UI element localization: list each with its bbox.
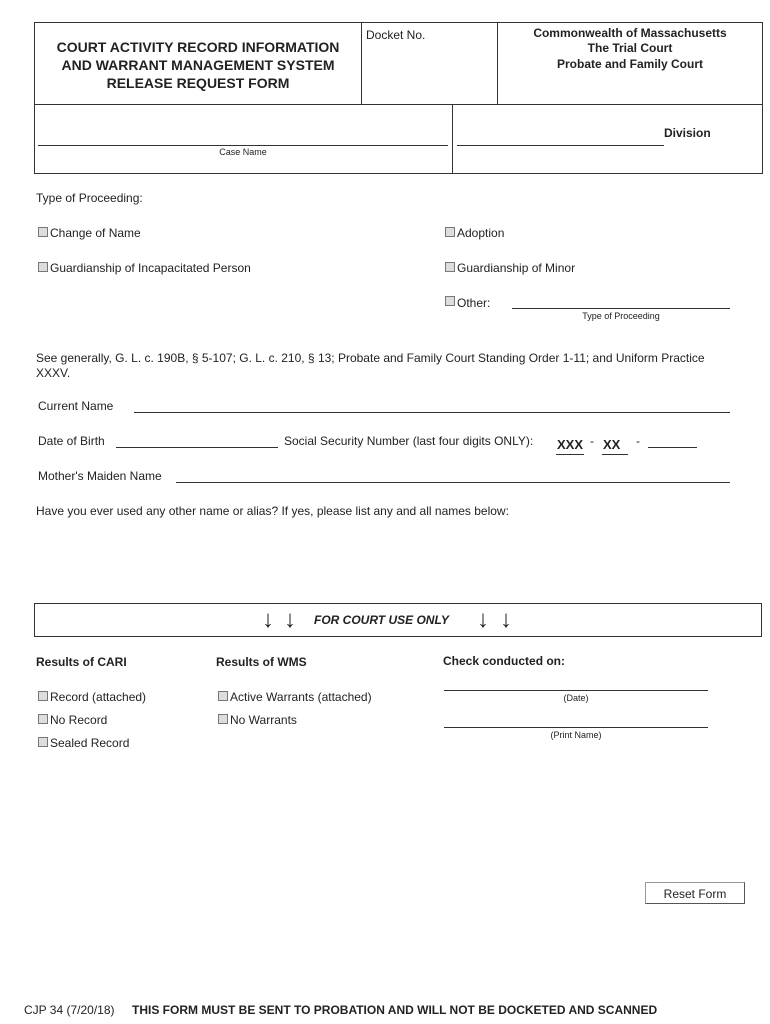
other-proceeding-caption: Type of Proceeding xyxy=(582,311,660,321)
arrow-down-icon: ↓ xyxy=(262,606,274,633)
header-divider-1 xyxy=(361,22,362,105)
header-divider-2 xyxy=(497,22,498,105)
cari-heading: Results of CARI xyxy=(36,655,127,669)
docket-label: Docket No. xyxy=(366,28,426,42)
form-title: COURT ACTIVITY RECORD INFORMATION AND WARRANT MANAGEMENT SYSTEM RELEASE REQUEST FORM xyxy=(56,39,340,91)
other-proceeding-field[interactable] xyxy=(512,308,730,309)
wms-heading: Results of WMS xyxy=(216,655,307,669)
division-field[interactable] xyxy=(457,145,664,146)
check-date-field[interactable] xyxy=(444,690,708,691)
other-label: Other: xyxy=(457,296,491,310)
proceeding-heading: Type of Proceeding: xyxy=(36,191,143,205)
statute-text: See generally, G. L. c. 190B, § 5-107; G. L. c. 210, § 13; Probate and Family Court Standing Order 1-11; and Uniform Practice XXXV. xyxy=(36,351,705,380)
guardianship-incapacitated-label: Guardianship of Incapacitated Person xyxy=(50,261,251,275)
current-name-field[interactable] xyxy=(134,412,730,413)
court-use-title: FOR COURT USE ONLY xyxy=(314,613,449,627)
case-name-caption: Case Name xyxy=(219,147,267,157)
no-warrants-label: No Warrants xyxy=(230,713,297,727)
ssn-last-four-field[interactable] xyxy=(648,447,697,448)
ssn-label: Social Security Number (last four digits ONLY): xyxy=(284,434,534,448)
case-name-field[interactable] xyxy=(38,145,448,146)
no-warrants-checkbox[interactable] xyxy=(218,714,228,724)
arrow-down-icon: ↓ xyxy=(284,606,296,633)
record-attached-checkbox[interactable] xyxy=(38,691,48,701)
case-box-divider xyxy=(452,104,453,174)
ssn-part-1-underline xyxy=(556,454,584,455)
active-warrants-label: Active Warrants (attached) xyxy=(230,690,372,704)
arrow-down-icon: ↓ xyxy=(500,606,512,633)
arrow-down-icon: ↓ xyxy=(477,606,489,633)
date-caption: (Date) xyxy=(563,693,589,703)
guardianship-minor-label: Guardianship of Minor xyxy=(457,261,576,275)
date-of-birth-field[interactable] xyxy=(116,447,278,448)
no-record-label: No Record xyxy=(50,713,108,727)
change-of-name-checkbox[interactable] xyxy=(38,227,48,237)
ssn-part-1: XXX xyxy=(557,437,584,452)
reset-form-button[interactable]: Reset Form xyxy=(645,882,745,904)
division-label: Division xyxy=(664,126,711,140)
mothers-maiden-name-label: Mother's Maiden Name xyxy=(38,469,162,483)
adoption-label: Adoption xyxy=(457,226,505,240)
footer-notice: THIS FORM MUST BE SENT TO PROBATION AND WILL NOT BE DOCKETED AND SCANNED xyxy=(132,1003,658,1017)
guardianship-incapacitated-checkbox[interactable] xyxy=(38,262,48,272)
alias-question: Have you ever used any other name or alias? If yes, please list any and all names below: xyxy=(36,504,509,518)
print-name-caption: (Print Name) xyxy=(550,730,602,740)
court-line-2: The Trial Court xyxy=(587,41,673,55)
ssn-part-2: XX xyxy=(603,437,621,452)
mothers-maiden-name-field[interactable] xyxy=(176,482,730,483)
guardianship-minor-checkbox[interactable] xyxy=(445,262,455,272)
ssn-dash-1: - xyxy=(590,434,594,448)
check-conducted-heading: Check conducted on: xyxy=(443,654,566,668)
print-name-field[interactable] xyxy=(444,727,708,728)
active-warrants-checkbox[interactable] xyxy=(218,691,228,701)
record-attached-label: Record (attached) xyxy=(50,690,147,704)
alias-field[interactable] xyxy=(36,522,736,592)
adoption-checkbox[interactable] xyxy=(445,227,455,237)
other-checkbox[interactable] xyxy=(445,296,455,306)
no-record-checkbox[interactable] xyxy=(38,714,48,724)
ssn-dash-2: - xyxy=(636,434,640,448)
case-box xyxy=(34,104,763,174)
ssn-part-2-underline xyxy=(602,454,628,455)
court-line-3: Probate and Family Court xyxy=(556,57,704,71)
date-of-birth-label: Date of Birth xyxy=(38,434,105,448)
current-name-label: Current Name xyxy=(38,399,114,413)
court-line-1: Commonwealth of Massachusetts xyxy=(533,26,727,40)
sealed-record-checkbox[interactable] xyxy=(38,737,48,747)
change-of-name-label: Change of Name xyxy=(50,226,141,240)
sealed-record-label: Sealed Record xyxy=(50,736,130,750)
form-id: CJP 34 (7/20/18) xyxy=(24,1003,115,1017)
